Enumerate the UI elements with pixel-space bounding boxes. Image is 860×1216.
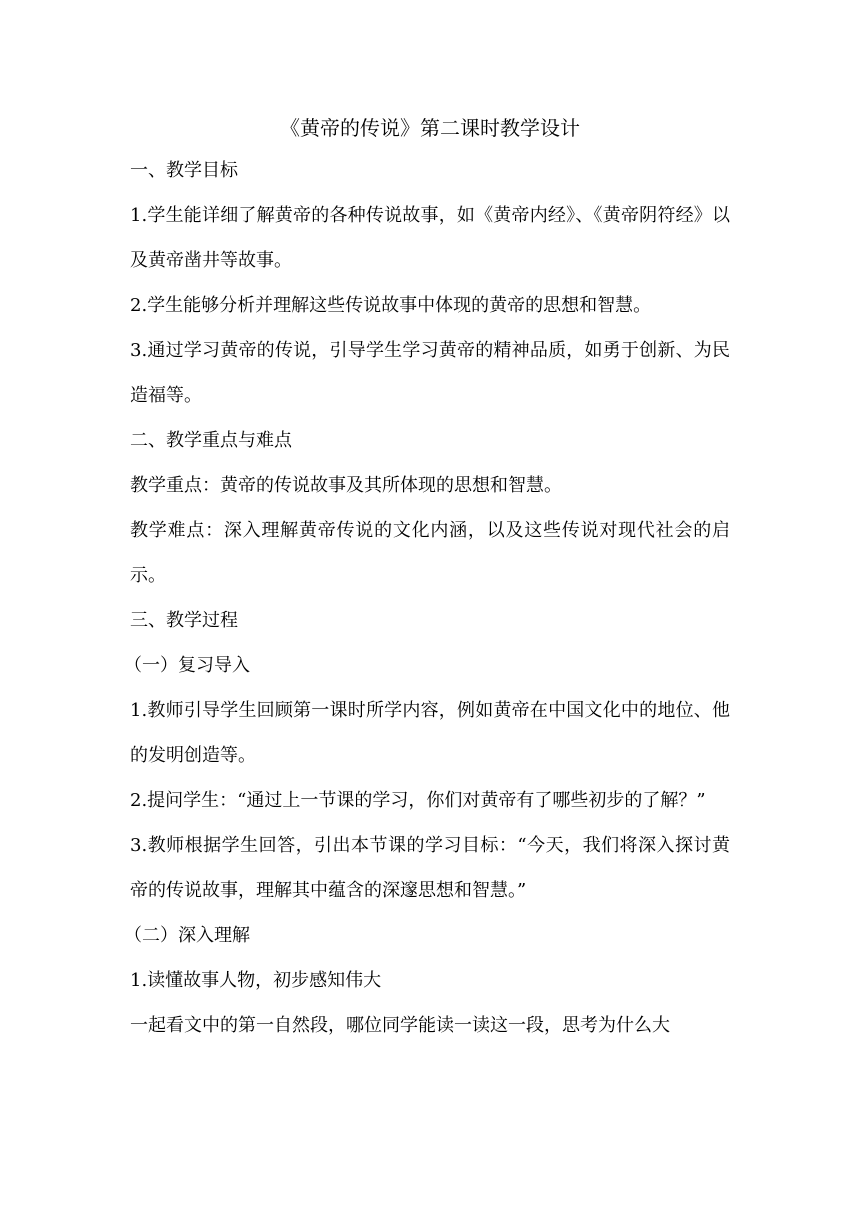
section-heading-key-points: 二、教学重点与难点 <box>130 430 292 451</box>
difficulty-text: 教学难点：深入理解黄帝传说的文化内涵，以及这些传说对现代社会的启示。 <box>130 520 730 586</box>
section-heading-goals: 一、教学目标 <box>130 160 238 181</box>
subsection-heading-review: （一）复习导入 <box>124 655 250 676</box>
subsection-heading-understanding: （二）深入理解 <box>124 925 250 946</box>
goal-item-1: 1.学生能详细了解黄帝的各种传说故事，如《黄帝内经》、《黄帝阴符经》以及黄帝凿井等故事。 <box>130 205 730 271</box>
reading-paragraph: 一起看文中的第一自然段，哪位同学能读一读这一段，思考为什么大 <box>130 1015 670 1036</box>
process-step-3: 3.教师根据学生回答，引出本节课的学习目标：“今天，我们将深入探讨黄帝的传说故事，理解其中蕴含的深邃思想和智慧。” <box>130 835 730 901</box>
document-title: 《黄帝的传说》第二课时教学设计 <box>280 116 580 140</box>
goal-item-3: 3.通过学习黄帝的传说，引导学生学习黄帝的精神品质，如勇于创新、为民造福等。 <box>130 340 730 406</box>
process-step-1: 1.教师引导学生回顾第一课时所学内容，例如黄帝在中国文化中的地位、他的发明创造等。 <box>130 700 730 766</box>
goal-item-2: 2.学生能够分析并理解这些传说故事中体现的黄帝的思想和智慧。 <box>130 295 652 316</box>
reading-step-1: 1.读懂故事人物，初步感知伟大 <box>130 970 382 991</box>
key-point-text: 教学重点：黄帝的传说故事及其所体现的思想和智慧。 <box>130 475 562 496</box>
section-heading-process: 三、教学过程 <box>130 610 238 631</box>
document-body <box>124 108 730 1048</box>
process-step-2: 2.提问学生：“通过上一节课的学习，你们对黄帝有了哪些初步的了解？” <box>130 790 706 811</box>
